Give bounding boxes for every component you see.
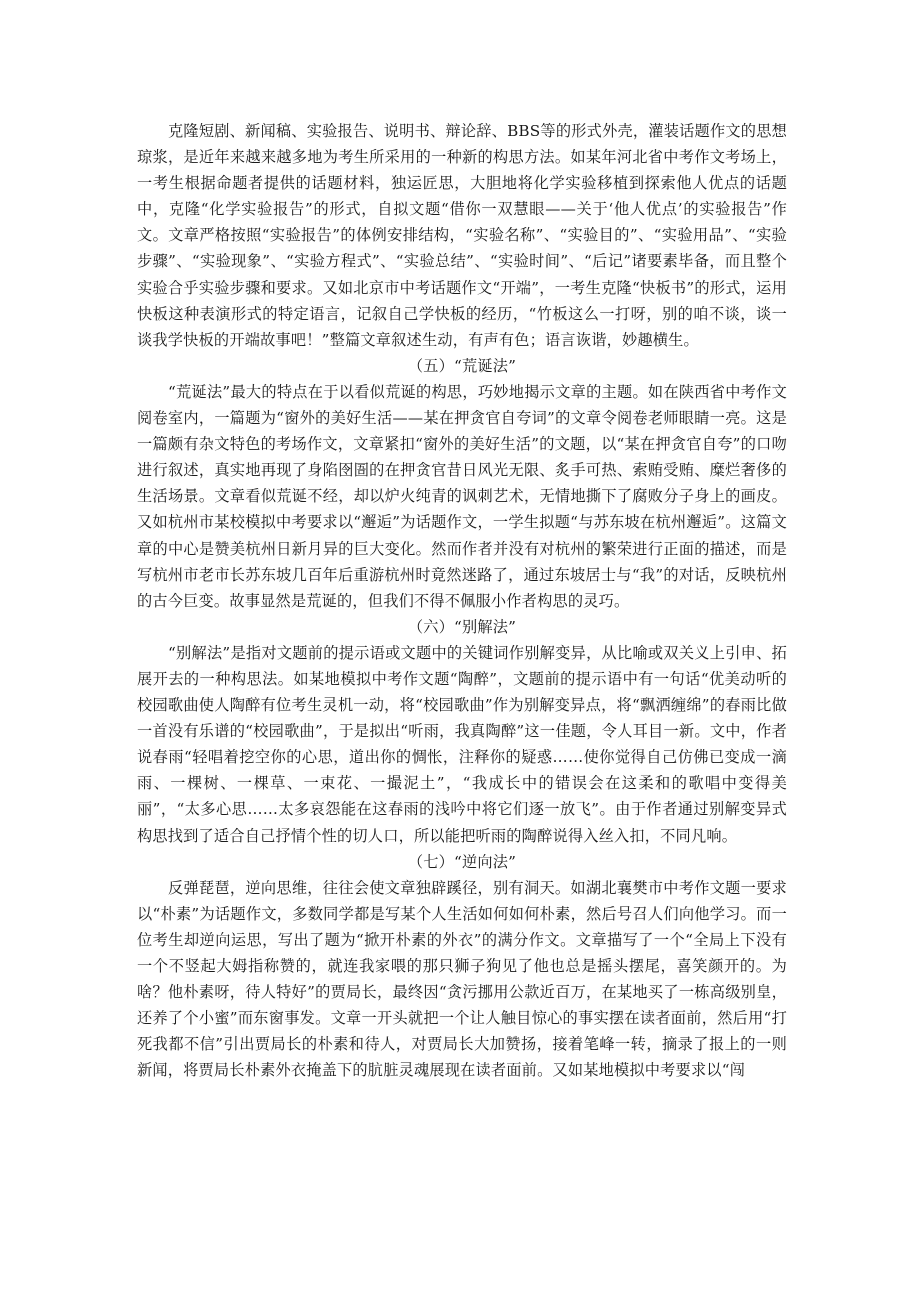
section-heading-reverse-method: （七）“逆向法” — [407, 852, 517, 871]
section-heading-alternate-interpretation-method: （六）“别解法” — [407, 617, 517, 636]
document-body — [137, 118, 787, 1083]
paragraph-clone-method: 克隆短剧、新闻稿、实验报告、说明书、辩论辞、BBS等的形式外壳，灌装话题作文的思想琼浆，是近年来越来越多地为考生所采用的一种新的构思方法。如某年河北省中考作文考场上，一考生根据命题者提供的话题材料，独运匠思，大胆地将化学实验移植到探索他人优点的话题中，克隆“化学实验报告”的形式，自拟文题“借你一双慧眼——关于‘他人优点’的实验报告”作文。文章严格按照“实验报告”的体例安排结构，“实验名称”、“实验目的”、“实验用品”、“实验步骤”、“实验现象”、“实验方程式”、“实验总结”、“实验时间”、“后记”诸要素毕备，而且整个实验合乎实验步骤和要求。又如北京市中考话题作文“开端”，一考生克隆“快板书”的形式，运用快板这种表演形式的特定语言，记叙自己学快板的经历，“竹板这么一打呀，别的咱不谈，谈一谈我学快板的开端故事吧！”整篇文章叙述生动，有声有色；语言诙谐，妙趣横生。 — [137, 122, 787, 349]
paragraph-reverse-method: 反弹琵琶，逆向思维，往往会使文章独辟蹊径，别有洞天。如湖北襄樊市中考作文题一要求以“朴素”为话题作文，多数同学都是写某个人生活如何如何朴素，然后号召人们向他学习。而一位考生却逆向运思，写出了题为“掀开朴素的外衣”的满分作文。文章描写了一个“全局上下没有一个不竖起大姆指称赞的，就连我家喂的那只狮子狗见了他也总是摇头摆尾，喜笑颜开的。为啥？他朴素呀，待人特好”的贾局长，最终因“贪污挪用公款近百万，在某地买了一栋高级别皇，还养了个小蜜”而东窗事发。文章一开头就把一个让人触目惊心的事实摆在读者面前，然后用“打死我都不信”引出贾局长的朴素和待人，对贾局长大加赞扬，接着笔峰一转，摘录了报上的一则新闻，将贾局长朴素外衣掩盖下的肮脏灵魂展现在读者面前。又如某地模拟中考要求以“闯 — [137, 878, 787, 1080]
paragraph-absurd-method: “荒诞法”最大的特点在于以看似荒诞的构思，巧妙地揭示文章的主题。如在陕西省中考作文阅卷室内，一篇题为“窗外的美好生活——某在押贪官自夸词”的文章令阅卷老师眼睛一亮。这是一篇颇有杂文特色的考场作文，文章紧扣“窗外的美好生活”的文题，以“某在押贪官自夸”的口吻进行叙述，真实地再现了身陷囹圄的在押贪官昔日风光无限、炙手可热、索贿受贿、糜烂奢侈的生活场景。文章看似荒诞不经，却以炉火纯青的讽刺艺术，无情地撕下了腐败分子身上的画皮。又如杭州市某校模拟中考要求以“邂逅”为话题作文，一学生拟题“与苏东坡在杭州邂逅”。这篇文章的中心是赞美杭州日新月异的巨大变化。然而作者并没有对杭州的繁荣进行正面的描述，而是写杭州市老市长苏东坡几百年后重游杭州时竟然迷路了，通过东坡居士与“我”的对话，反映杭州的古今巨变。故事显然是荒诞的，但我们不得不佩服小作者构思的灵巧。 — [137, 382, 787, 610]
section-heading-absurd-method: （五）“荒诞法” — [407, 356, 517, 375]
paragraph-alternate-interpretation-method: “别解法”是指对文题前的提示语或文题中的关键词作别解变异，从比喻或双关义上引申、拓展开去的一种构思法。如某地模拟中考作文题“陶醉”，文题前的提示语中有一句话“优美动听的校园歌曲使人陶醉有位考生灵机一动，将“校园歌曲”作为别解变异点，将“飘洒缠绵”的春雨比做一首没有乐谱的“校园歌曲”，于是拟出“听雨，我真陶醉”这一佳题，令人耳目一新。文中，作者说春雨“轻唱着挖空你的心思，道出你的惆怅，注释你的疑惑……使你觉得自己仿佛已变成一滴雨、一棵树、一棵草、一束花、一撮泥土”，“我成长中的错误会在这柔和的歌唱中变得美丽”，“太多心思……太多哀怨能在这春雨的浅吟中将它们逐一放飞”。由于作者通过别解变异式构思找到了适合自己抒情个性的切人口，所以能把听雨的陶醉说得入丝入扣，不同凡响。 — [137, 643, 787, 845]
